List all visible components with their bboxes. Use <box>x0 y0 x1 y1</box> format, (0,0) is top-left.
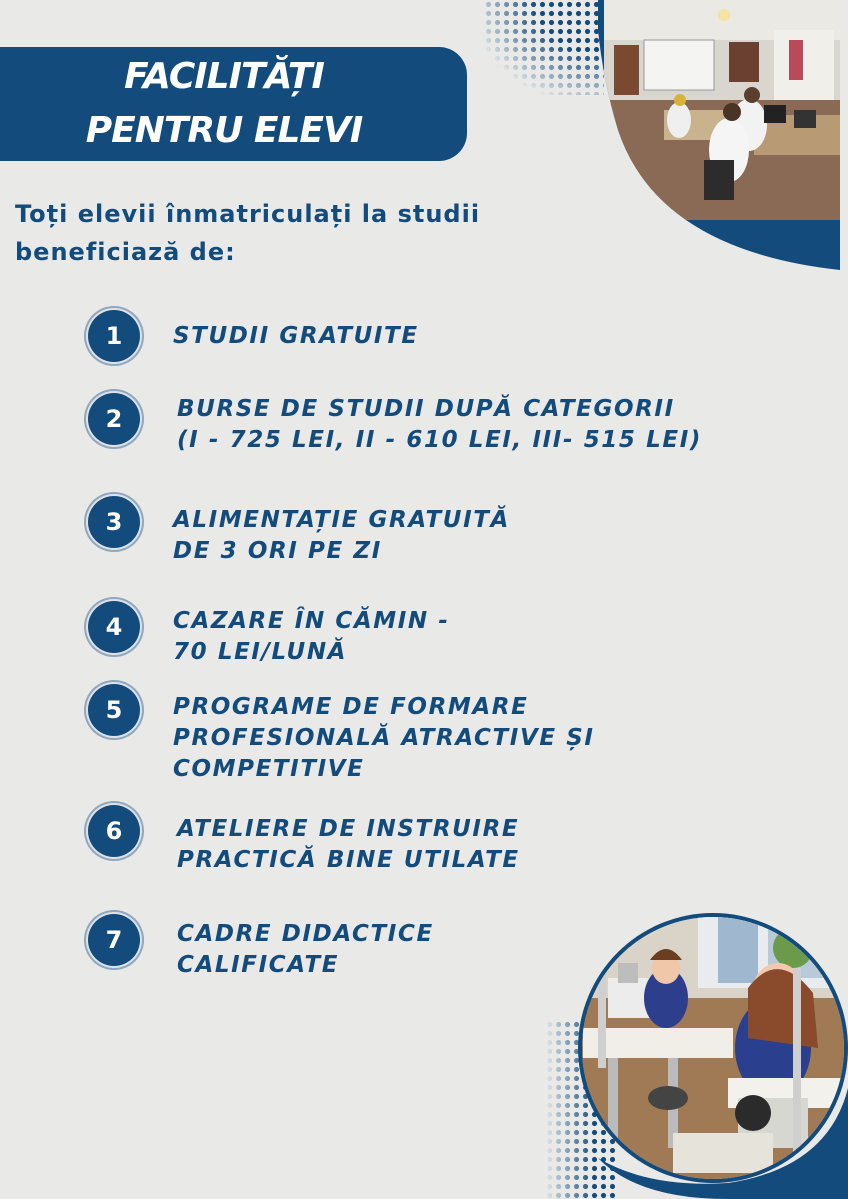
item-number-1: 1 <box>88 310 140 362</box>
item-2-line-2: (I - 725 LEI, II - 610 LEI, III- 515 LEI) <box>177 427 702 453</box>
item-number-6: 6 <box>88 805 140 857</box>
item-5-text <box>173 692 595 785</box>
intro-line-2: beneficiază de: <box>15 238 236 266</box>
intro-text <box>15 195 575 271</box>
item-5-line-1: PROGRAME DE FORMARE <box>173 694 529 720</box>
item-2-text <box>177 394 702 456</box>
item-2-line-1: BURSE DE STUDII DUPĂ CATEGORII <box>177 396 675 422</box>
item-1-text <box>173 321 419 352</box>
dot-pattern-top <box>484 0 604 95</box>
title-line-2: PENTRU ELEVI <box>85 110 363 151</box>
item-7-line-1: CADRE DIDACTICE <box>177 921 434 947</box>
item-7-text <box>177 919 434 981</box>
item-number-2: 2 <box>88 393 140 445</box>
item-number-7: 7 <box>88 914 140 966</box>
item-3-text <box>173 505 510 567</box>
item-1-line-1: STUDII GRATUITE <box>173 323 419 349</box>
item-number-5: 5 <box>88 684 140 736</box>
sewing-workshop-photo <box>578 908 848 1199</box>
item-number-4: 4 <box>88 601 140 653</box>
item-5-line-2: PROFESIONALĂ ATRACTIVE ȘI <box>173 725 595 751</box>
item-4-line-1: CAZARE ÎN CĂMIN - <box>173 608 450 634</box>
title-line-1: FACILITĂȚI <box>124 56 324 97</box>
item-6-line-1: ATELIERE DE INSTRUIRE <box>177 816 520 842</box>
item-7-line-2: CALIFICATE <box>177 952 340 978</box>
item-3-line-1: ALIMENTAȚIE GRATUITĂ <box>173 507 510 533</box>
item-6-line-2: PRACTICĂ BINE UTILATE <box>177 847 520 873</box>
item-number-3: 3 <box>88 496 140 548</box>
item-3-line-2: DE 3 ORI PE ZI <box>173 538 382 564</box>
item-4-line-2: 70 LEI/LUNĂ <box>173 639 348 665</box>
item-6-text <box>177 814 520 876</box>
item-5-line-3: COMPETITIVE <box>173 756 365 782</box>
classroom-photo <box>598 0 840 270</box>
item-4-text <box>173 606 450 668</box>
intro-line-1: Toți elevii înmatriculați la studii <box>15 200 481 228</box>
